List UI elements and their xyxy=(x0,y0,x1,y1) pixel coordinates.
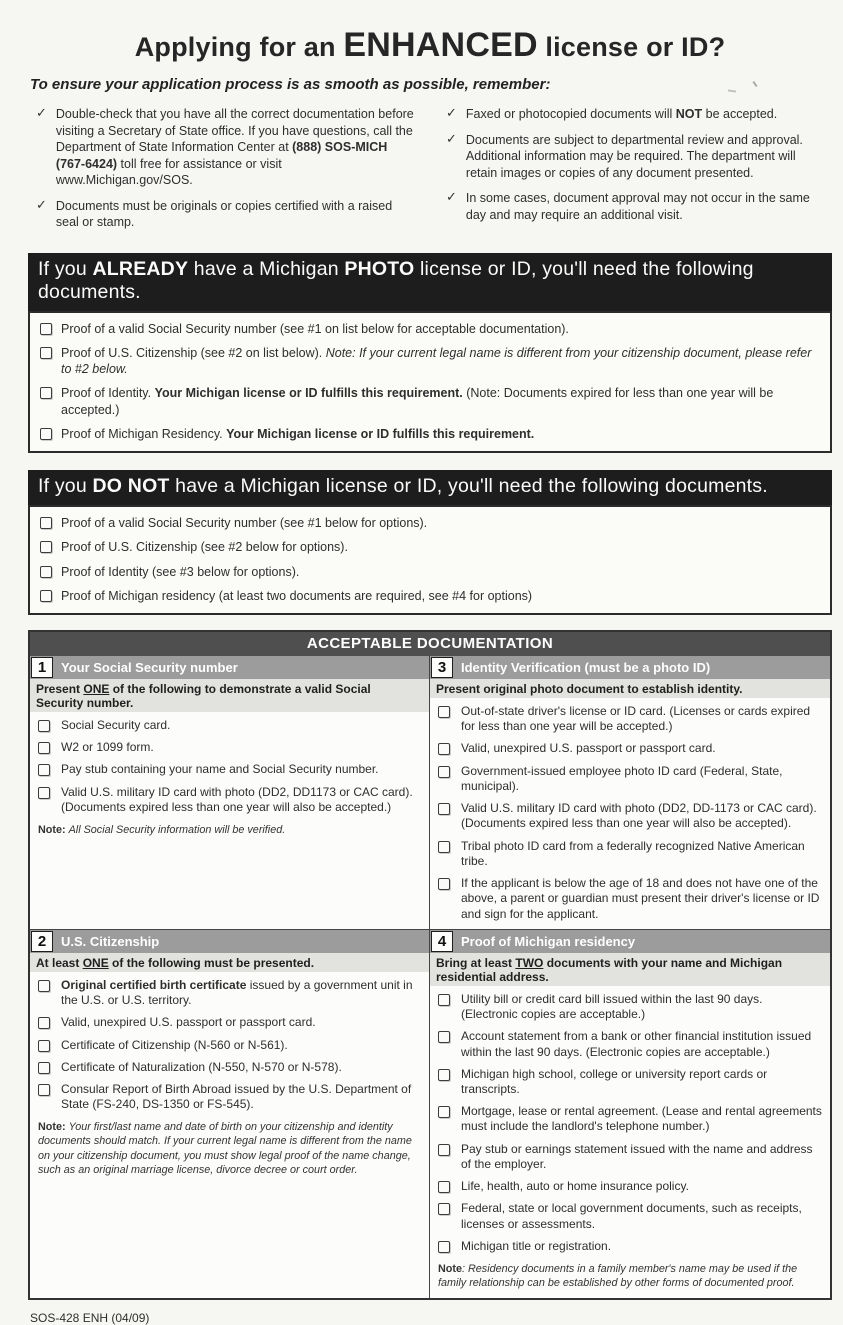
section-note xyxy=(30,822,429,845)
text-run: Valid, unexpired U.S. passport or passport card. xyxy=(61,1015,316,1030)
text-run: Federal, state or local government documents, such as receipts, licenses or assessments. xyxy=(461,1201,802,1231)
item-text xyxy=(61,1015,316,1030)
text-run: Consular Report of Birth Abroad issued by the U.S. Department of State (FS-240, DS-1350 or FS-545). xyxy=(61,1081,412,1112)
section-header xyxy=(430,930,830,953)
section-intro xyxy=(430,953,830,986)
text-run: of the following must be presented. xyxy=(108,955,315,970)
item-text xyxy=(61,385,820,418)
text-run: Proof of Identity. xyxy=(61,386,155,401)
text-run: Proof of Michigan Residency. xyxy=(61,426,227,441)
item-text xyxy=(461,1142,822,1172)
checklist-item xyxy=(38,1038,421,1053)
acceptable-documentation-grid xyxy=(30,656,830,1298)
checklist-item xyxy=(446,106,826,123)
check-icon: ✓ xyxy=(446,189,457,204)
checklist-item xyxy=(38,1060,421,1075)
text-run: Proof of Identity (see #3 below for options). xyxy=(61,564,300,579)
checkbox-icon xyxy=(438,1031,450,1043)
text-run: Note xyxy=(438,1263,462,1276)
section-title: Identity Verification (must be a photo ID) xyxy=(461,660,711,675)
item-text xyxy=(466,132,826,182)
section-note xyxy=(430,1261,830,1298)
checkbox-icon xyxy=(40,590,52,602)
item-text xyxy=(461,801,822,831)
page-title xyxy=(28,26,832,65)
text-run: ONE xyxy=(83,682,110,696)
text-run: have a Michigan license or ID, you'll need the following documents. xyxy=(169,475,768,497)
text-run: Mortgage, lease or rental agreement. (Lease and rental agreements must include the landlord's telephone number.) xyxy=(461,1104,822,1134)
text-run: : Residency documents in a family member's name may be used if the family relationship can be established by other forms of documented proof. xyxy=(438,1263,798,1290)
checkbox-icon xyxy=(438,1144,450,1156)
text-run: If you xyxy=(38,257,93,280)
text-run: Documents are subject to departmental review and approval. Additional information may be required. The department will retain images or copies of any document presented. xyxy=(465,132,803,180)
text-run: Proof of a valid Social Security number (see #1 below for options). xyxy=(61,516,428,530)
section-social-security xyxy=(30,656,430,929)
check-icon: ✓ xyxy=(36,105,47,120)
text-run: NOT xyxy=(675,107,703,121)
checklist-item xyxy=(40,385,820,418)
checkbox-icon xyxy=(40,541,52,553)
text-run: Present original photo document to establish identity. xyxy=(436,682,743,696)
section-number: 3 xyxy=(431,657,453,678)
checkbox-icon xyxy=(38,787,50,799)
item-text xyxy=(461,1179,689,1194)
item-text xyxy=(56,198,416,231)
form-number: SOS-428 ENH (04/09) xyxy=(30,1311,150,1325)
check-icon: ✓ xyxy=(446,105,457,120)
checklist-item xyxy=(438,741,822,756)
checkbox-icon xyxy=(38,1062,50,1074)
checklist-item xyxy=(438,1104,822,1134)
section-items xyxy=(30,972,429,1120)
text-run: Note: xyxy=(38,824,69,837)
checkbox-icon xyxy=(38,1017,50,1029)
item-text xyxy=(461,1201,822,1231)
checklist-item xyxy=(40,426,820,442)
checkbox-icon xyxy=(38,764,50,776)
text-run: DO NOT xyxy=(92,475,170,497)
title-prefix: Applying for an xyxy=(134,32,344,62)
checkbox-icon xyxy=(38,1040,50,1052)
checkbox-icon xyxy=(438,1181,450,1193)
text-run: At least xyxy=(36,955,83,970)
checkbox-icon xyxy=(438,1106,450,1118)
check-icon: ✓ xyxy=(446,130,457,146)
text-run: Government-issued employee photo ID card (Federal, State, municipal). xyxy=(461,763,783,793)
text-run: toll free for assistance or visit www.Michigan.gov/SOS. xyxy=(55,156,282,187)
title-suffix: license or ID? xyxy=(537,32,726,62)
checklist-item xyxy=(446,132,826,182)
item-text xyxy=(61,588,532,604)
donot-checklist xyxy=(28,505,832,615)
text-run: Documents must be originals or copies certified with a raised seal or stamp. xyxy=(55,198,393,229)
text-run: All Social Security information will be verified. xyxy=(68,824,286,837)
section-items xyxy=(430,698,830,929)
text-run: ALREADY xyxy=(92,257,189,280)
checklist-item xyxy=(38,978,421,1008)
item-text xyxy=(61,1038,288,1053)
checkbox-icon xyxy=(438,994,450,1006)
section-number: 4 xyxy=(431,931,453,952)
item-text xyxy=(461,876,822,922)
checkbox-icon xyxy=(438,878,450,890)
text-run: Double-check that you have all the correct documentation before visiting a Secretary of State office. If you have questions, call the Department of State Information Center at xyxy=(55,107,414,154)
item-text xyxy=(61,321,569,337)
item-text xyxy=(461,741,716,756)
text-run: Account statement from a bank or other financial institution issued within the last 90 days. (Electronic copies are acceptable.) xyxy=(461,1029,812,1059)
text-run: Valid U.S. military ID card with photo (DD2, DD-1173 or CAC card). (Documents expired less than one year will also be accepted). xyxy=(461,801,817,831)
checklist-item xyxy=(438,839,822,869)
checkbox-icon xyxy=(40,387,52,399)
text-run: Your Michigan license or ID fulfills this requirement. xyxy=(154,386,463,401)
donot-banner xyxy=(28,470,832,505)
section-title: Proof of Michigan residency xyxy=(461,933,636,949)
item-text xyxy=(61,718,170,733)
checklist-item xyxy=(38,762,421,777)
item-text xyxy=(61,762,379,777)
item-text xyxy=(461,764,822,794)
text-run: Present xyxy=(36,682,84,696)
checkbox-icon xyxy=(40,428,52,440)
checklist-item xyxy=(38,1015,421,1030)
checklist-item xyxy=(438,1142,822,1172)
text-run: Social Security card. xyxy=(61,718,171,732)
text-run: issued by a government unit in the U.S. or U.S. territory. xyxy=(61,977,413,1008)
checklist-item xyxy=(438,992,822,1022)
item-text xyxy=(61,539,348,555)
checklist-item xyxy=(40,515,820,531)
section-intro xyxy=(430,679,830,698)
title-emphasis: ENHANCED xyxy=(343,26,538,64)
item-text xyxy=(61,1060,342,1075)
reminders-left-column xyxy=(36,106,416,240)
text-run: of the following to demonstrate a valid Social Security number. xyxy=(36,682,371,710)
reminders-section xyxy=(36,106,826,240)
reminders-right-column xyxy=(446,106,826,240)
section-title: U.S. Citizenship xyxy=(61,933,160,949)
text-run: Your first/last name and date of birth on your citizenship and identity documents should match. If your current legal name is different from the name on your citizenship document, you must show legal proof of the name change, such as an original marriage license, divorce decree or court order. xyxy=(38,1121,412,1176)
section-intro xyxy=(30,679,429,712)
text-run: W2 or 1099 form. xyxy=(61,740,154,755)
checkbox-icon xyxy=(38,720,50,732)
text-run: Life, health, auto or home insurance policy. xyxy=(461,1179,689,1194)
subtitle: To ensure your application process is as smooth as possible, remember: xyxy=(30,76,551,93)
item-text xyxy=(461,704,822,734)
checkbox-icon xyxy=(438,1069,450,1081)
text-run: If the applicant is below the age of 18 and does not have one of the above, a parent or guardian must present their driver's license or ID and sign for the applicant. xyxy=(461,876,820,921)
checkbox-icon xyxy=(40,323,52,335)
text-run: If you xyxy=(38,475,93,497)
text-run: Note: xyxy=(38,1121,69,1134)
text-run: ONE xyxy=(82,955,109,970)
text-run: Valid U.S. military ID card with photo (DD2, DD1173 or CAC card). (Documents expired less than one year will also be accepted.) xyxy=(61,784,413,814)
acceptable-documentation-table xyxy=(28,630,832,1300)
section-identity-verification xyxy=(430,656,830,929)
checklist-item xyxy=(40,321,820,337)
item-text xyxy=(61,345,820,378)
text-run: (888) SOS-MICH (767-6424) xyxy=(55,140,388,171)
text-run: Michigan title or registration. xyxy=(461,1238,612,1253)
item-text xyxy=(461,1104,822,1134)
item-text xyxy=(61,1082,421,1112)
section-michigan-residency xyxy=(430,929,830,1298)
text-run: Proof of a valid Social Security number (see #1 on list below for acceptable documentation). xyxy=(61,321,569,336)
item-text xyxy=(61,515,427,531)
text-run: PHOTO xyxy=(344,257,415,280)
checklist-item xyxy=(36,198,416,231)
text-run: documents with your name and Michigan residential address. xyxy=(436,955,783,984)
item-text xyxy=(461,992,822,1022)
checklist-item xyxy=(40,539,820,555)
text-run: Note: If your current legal name is different from your citizenship document, please refer to #2 below. xyxy=(61,345,812,376)
section-number: 1 xyxy=(31,657,53,678)
text-run: Original certified birth certificate xyxy=(61,977,247,992)
item-text xyxy=(61,785,421,815)
section-items xyxy=(430,986,830,1261)
text-run: Utility bill or credit card bill issued within the last 90 days. (Electronic copies are acceptable.) xyxy=(461,991,763,1022)
checkbox-icon xyxy=(40,347,52,359)
checkbox-icon xyxy=(40,566,52,578)
checklist-item xyxy=(36,106,416,189)
checklist-item xyxy=(438,1029,822,1059)
checklist-item xyxy=(40,345,820,378)
checklist-item xyxy=(438,1239,822,1254)
checklist-item xyxy=(438,1201,822,1231)
text-run: Faxed or photocopied documents will xyxy=(465,107,676,121)
checklist-item xyxy=(438,801,822,831)
text-run: Proof of U.S. Citizenship (see #2 below for options). xyxy=(61,540,348,555)
checklist-item xyxy=(438,876,822,922)
text-run: Valid, unexpired U.S. passport or passport card. xyxy=(461,741,716,756)
checkbox-icon xyxy=(438,803,450,815)
checkbox-icon xyxy=(438,1241,450,1253)
acceptable-documentation-banner: ACCEPTABLE DOCUMENTATION xyxy=(30,632,830,656)
checkbox-icon xyxy=(438,841,450,853)
checklist-item xyxy=(40,588,820,604)
text-run: Bring at least xyxy=(436,955,516,970)
checklist-item xyxy=(446,190,826,223)
text-run: have a Michigan xyxy=(188,257,345,280)
text-run: Out-of-state driver's license or ID card. (Licenses or cards expired for less than one year will be accepted.) xyxy=(461,704,811,734)
item-text xyxy=(466,106,777,123)
section-number: 2 xyxy=(31,931,53,952)
checklist-item xyxy=(38,1082,421,1112)
item-text xyxy=(56,106,416,189)
text-run: In some cases, document approval may not occur in the same day and may require an additional visit. xyxy=(465,191,810,222)
checkbox-icon xyxy=(438,743,450,755)
item-text xyxy=(61,740,154,755)
text-run: be accepted. xyxy=(702,107,778,121)
checkbox-icon xyxy=(38,1084,50,1096)
text-run: TWO xyxy=(515,955,544,970)
item-text xyxy=(461,1239,611,1254)
item-text xyxy=(466,190,826,223)
text-run: (Note: Documents expired for less than one year will be accepted.) xyxy=(61,386,774,417)
text-run: Proof of U.S. Citizenship (see #2 on list below). xyxy=(61,345,326,360)
item-text xyxy=(461,1029,822,1059)
item-text xyxy=(61,564,299,580)
section-items xyxy=(30,712,429,822)
section-intro xyxy=(30,953,429,972)
section-header xyxy=(30,656,429,679)
checkbox-icon xyxy=(38,980,50,992)
checkbox-icon xyxy=(38,742,50,754)
section-title: Your Social Security number xyxy=(61,660,238,675)
text-run: Pay stub or earnings statement issued with the name and address of the employer. xyxy=(461,1141,813,1171)
already-checklist xyxy=(28,311,832,454)
item-text xyxy=(61,426,534,442)
text-run: Certificate of Citizenship (N-560 or N-561). xyxy=(61,1037,288,1052)
section-header xyxy=(30,930,429,953)
checklist-item xyxy=(38,785,421,815)
text-run: Proof of Michigan residency (at least two documents are required, see #4 for options) xyxy=(61,588,533,603)
text-run: Tribal photo ID card from a federally recognized Native American tribe. xyxy=(461,838,805,868)
checkbox-icon xyxy=(438,1203,450,1215)
checklist-item xyxy=(438,764,822,794)
text-run: Michigan high school, college or university report cards or transcripts. xyxy=(461,1066,768,1096)
check-icon: ✓ xyxy=(36,196,47,212)
checklist-item xyxy=(438,1179,822,1194)
section-us-citizenship xyxy=(30,929,430,1298)
text-run: license or ID, you'll need the following documents. xyxy=(38,257,754,303)
item-text xyxy=(61,978,421,1008)
checkbox-icon xyxy=(438,706,450,718)
item-text xyxy=(461,839,822,869)
checklist-item xyxy=(40,564,820,580)
section-note xyxy=(30,1119,429,1184)
checkbox-icon xyxy=(438,766,450,778)
text-run: Certificate of Naturalization (N-550, N-570 or N-578). xyxy=(61,1059,342,1074)
section-header xyxy=(430,656,830,679)
checklist-item xyxy=(38,718,421,733)
already-banner xyxy=(28,253,832,311)
checkbox-icon xyxy=(40,517,52,529)
checklist-item xyxy=(38,740,421,755)
checklist-item xyxy=(438,704,822,734)
text-run: Your Michigan license or ID fulfills this requirement. xyxy=(226,426,535,441)
text-run: Pay stub containing your name and Social Security number. xyxy=(61,762,379,777)
